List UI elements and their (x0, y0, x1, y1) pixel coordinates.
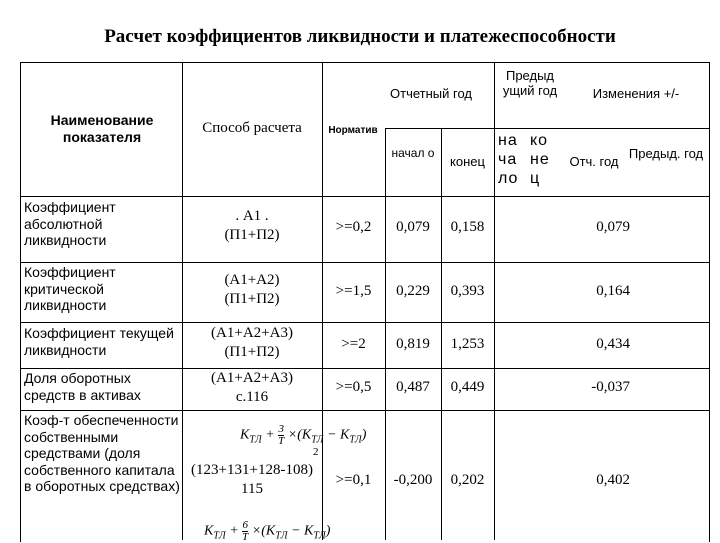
row-formula-num: (123+131+128-108) (191, 462, 313, 478)
divider (20, 322, 710, 323)
divider (20, 410, 710, 411)
row-formula-den: с.116 (235, 389, 269, 405)
row-formula-num: (А1+А2) (224, 272, 280, 288)
row-norm: >=2 (341, 336, 366, 352)
row-norm: >=0,1 (335, 472, 372, 488)
row-begin: 0,079 (396, 219, 430, 235)
row-change: 0,079 (596, 219, 630, 235)
header-report-short: Отч. год (569, 154, 619, 169)
header-method: Способ расчета (202, 120, 302, 136)
divider (385, 128, 710, 129)
header-prev-short: Предыд. год (628, 146, 704, 161)
row-end: 0,449 (450, 379, 485, 395)
row-name: Коэффициент текущей ликвидности (24, 325, 174, 358)
divider (494, 62, 495, 540)
header-report-year: Отчетный год (390, 86, 472, 101)
formula-lower: $K_{ТЛ}$ + $\frac{6}{T}$ $\times(K_{ТЛ} - K_{ТЛ})$ (204, 519, 331, 543)
formula-upper: $K_{ТЛ}$ + $\frac{3}{T}$ $\times(K_{ТЛ} - K_{ТЛ})$ (240, 423, 367, 447)
divider (182, 62, 183, 540)
header-begin2: на ча ло (498, 132, 519, 187)
row-change: 0,402 (596, 472, 630, 488)
row-formula-num: (А1+А2+А3) (211, 370, 293, 386)
divider (20, 262, 710, 263)
header-name: Наименование показателя (50, 112, 154, 145)
row-begin: -0,200 (393, 472, 433, 488)
row-name: Доля оборотных средств в активах (24, 370, 141, 403)
row-end: 1,253 (450, 336, 485, 352)
row-begin: 0,229 (396, 283, 430, 299)
row-formula-den: (П1+П2) (224, 344, 280, 360)
row-formula-den: 115 (241, 481, 263, 497)
row-name: Коэф-т обеспеченности собственными средствами (доля собственного капитала в оборотных средствах) (24, 412, 180, 495)
header-end2: ко не ц (530, 132, 550, 187)
header-changes: Изменения +/- (592, 86, 680, 101)
page-title: Расчет коэффициентов ликвидности и платежеспособности (104, 26, 616, 47)
divider (20, 196, 710, 197)
row-end: 0,393 (450, 283, 485, 299)
header-end: конец (450, 154, 485, 169)
row-norm: >=0,2 (335, 219, 372, 235)
row-name: Коэффициент абсолютной ликвидности (24, 199, 116, 249)
row-begin: 0,487 (396, 379, 430, 395)
row-change: 0,434 (596, 336, 630, 352)
formula-upper-den: 2 (313, 446, 319, 458)
header-prev-year: Предыд ущий год (502, 68, 558, 99)
row-norm: >=1,5 (335, 283, 372, 299)
row-norm: >=0,5 (335, 379, 372, 395)
row-change: 0,164 (596, 283, 630, 299)
row-end: 0,158 (450, 219, 485, 235)
header-begin: начал о (391, 146, 435, 160)
row-formula-den: (П1+П2) (224, 227, 280, 243)
row-change: -0,037 (591, 379, 630, 395)
row-name: Коэффициент критической ликвидности (24, 264, 116, 314)
divider (20, 368, 710, 369)
row-formula-num: (А1+А2+А3) (211, 325, 293, 341)
row-end: 0,202 (450, 472, 485, 488)
header-norm: Норматив (328, 125, 378, 136)
row-formula-num: . А1 . (235, 208, 269, 224)
row-formula-den: (П1+П2) (224, 291, 280, 307)
row-begin: 0,819 (396, 336, 430, 352)
